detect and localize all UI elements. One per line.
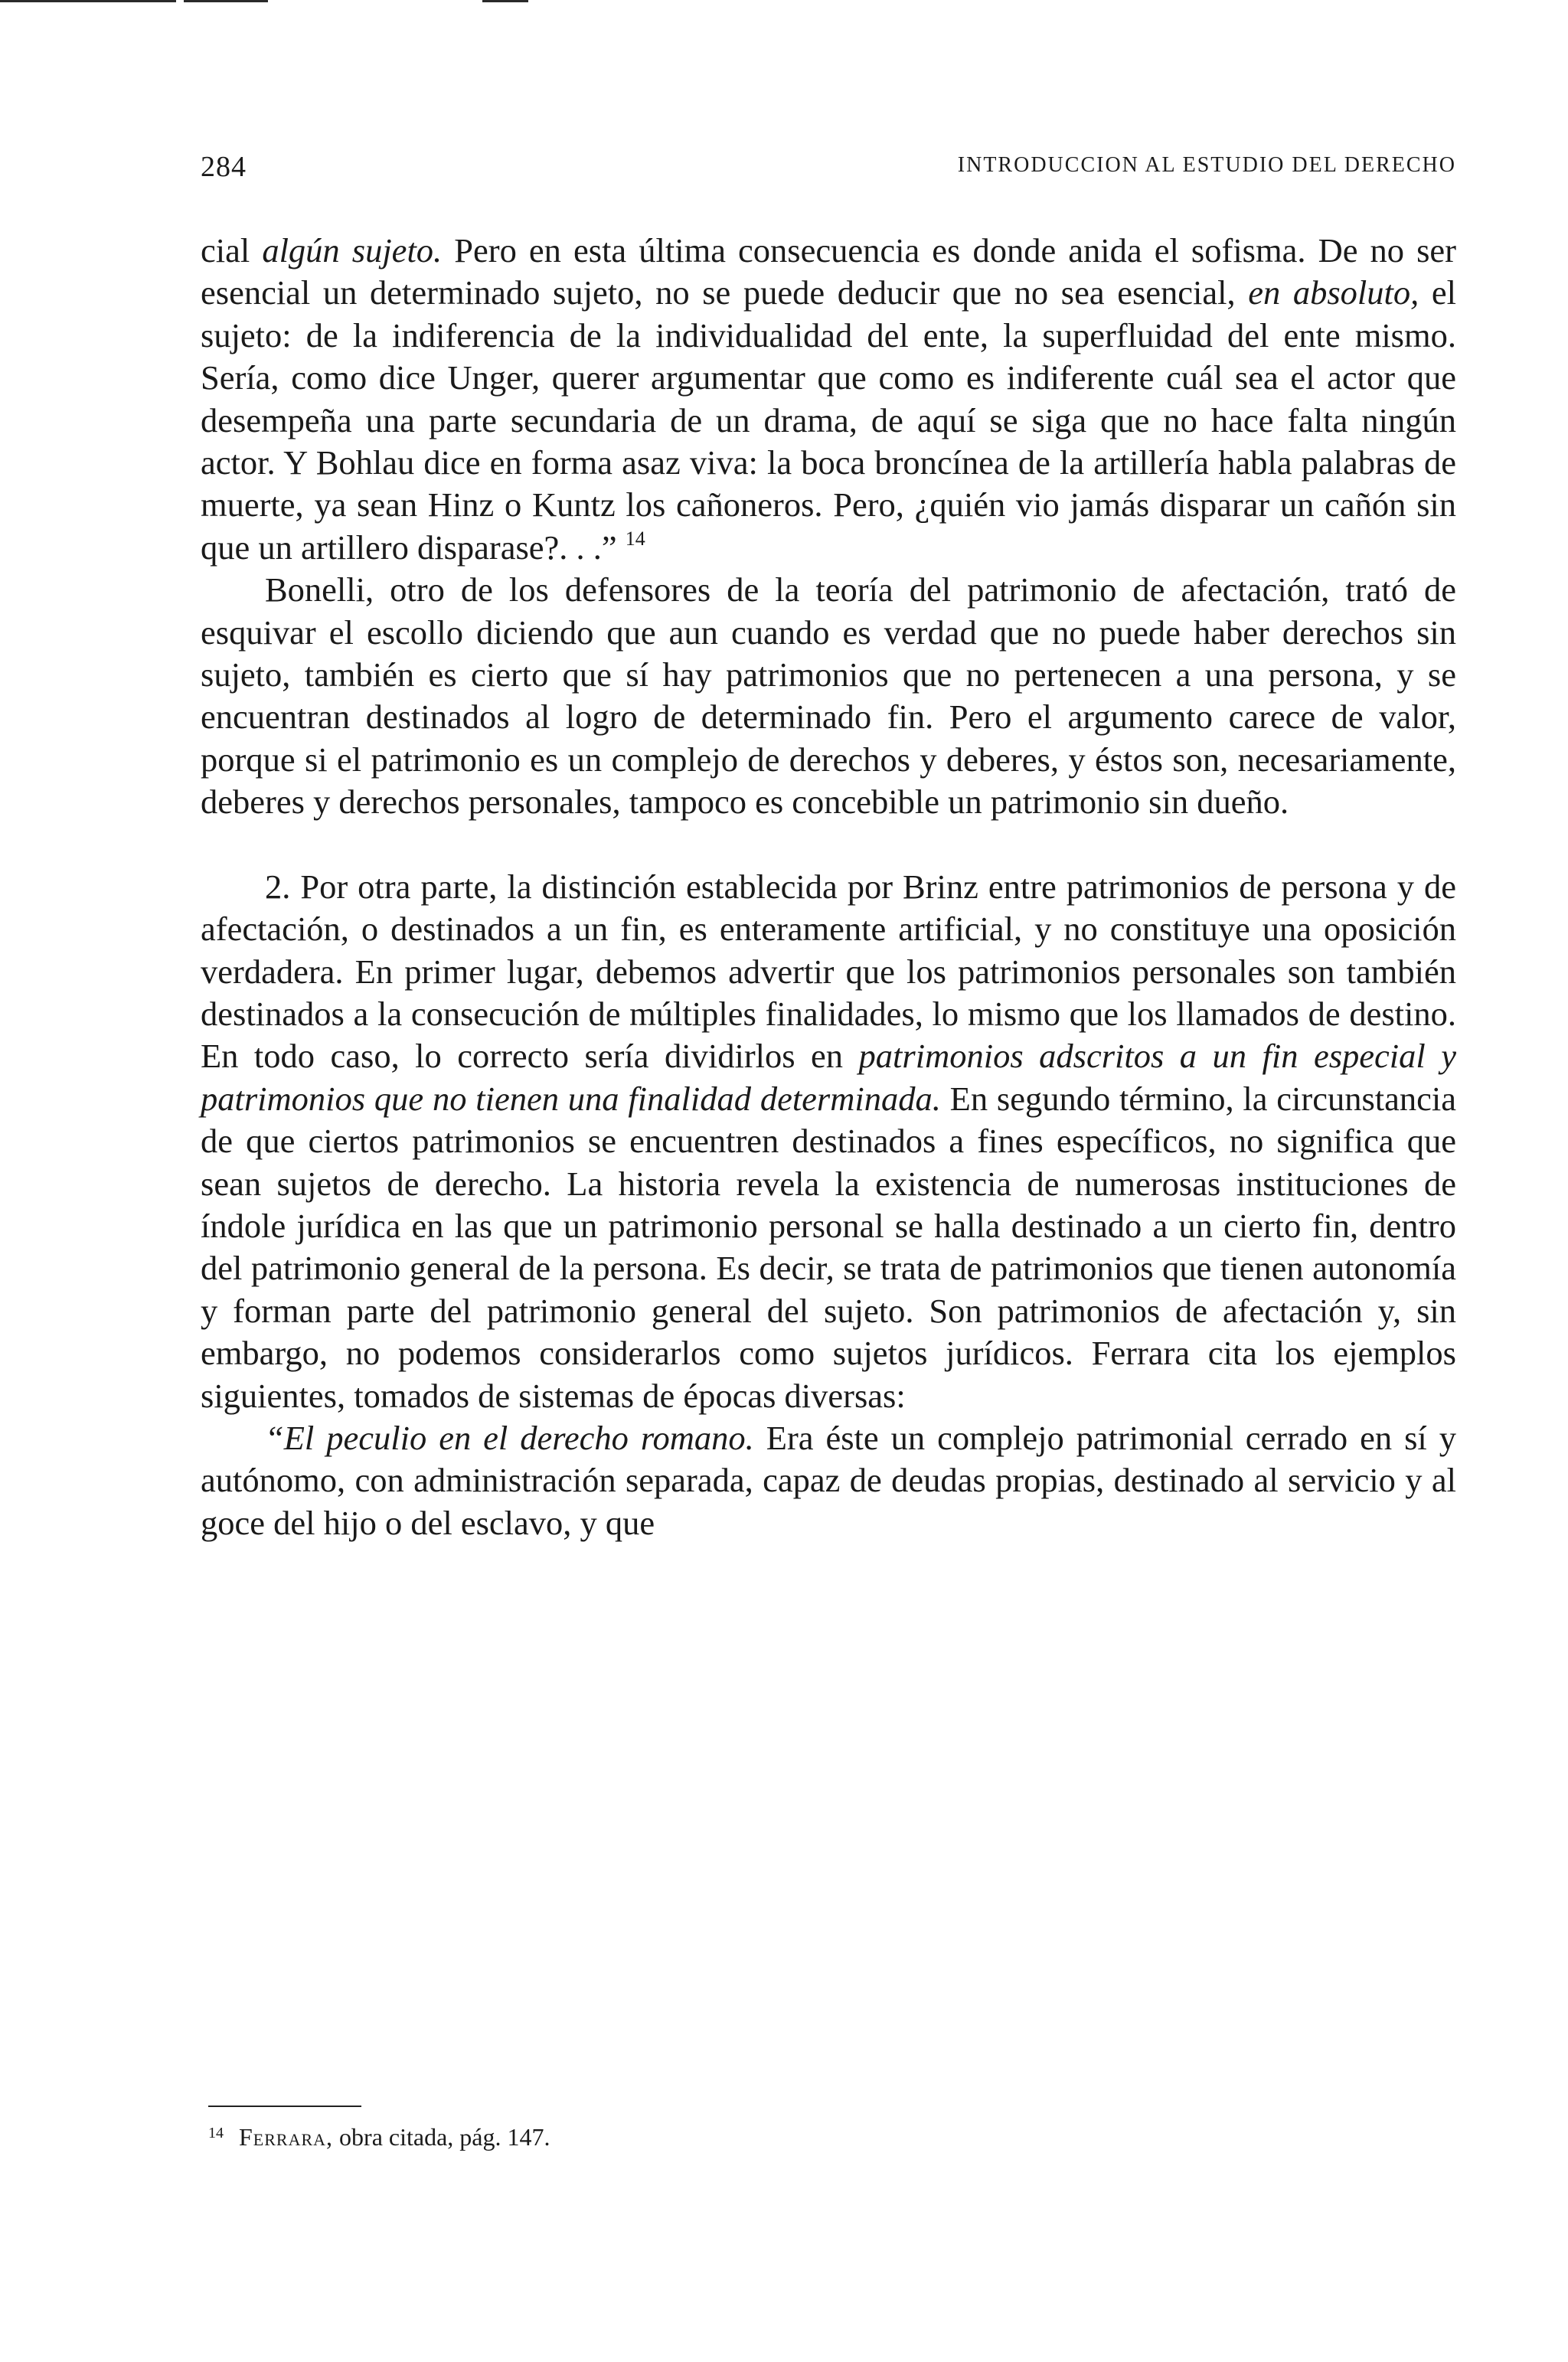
footnote-rule	[208, 2106, 361, 2107]
footnote-text: obra citada, pág. 147.	[333, 2123, 550, 2151]
paragraph	[201, 230, 1456, 569]
footnote-reference: 14	[625, 527, 645, 550]
footnote	[208, 2118, 1433, 2152]
text-run: cial	[201, 231, 263, 270]
running-title: INTRODUCCION AL ESTUDIO DEL DERECHO	[957, 153, 1456, 177]
text-run: Por otra parte, la distinción establecida por Brinz entre patrimonios de persona y de afectación, o destinados a un fin, es enteramente artificial, y no constituye una oposición verdadera. En primer lugar, debemos advertir que los patrimonios personales son también destinados a la consecución de múltiples finalidades, lo mismo que los llamados de destino. En todo caso, lo correcto sería dividirlos en	[201, 867, 1456, 1076]
italic-text: patrimonios adscritos a un fin especial y patrimonios que no tienen una finalidad determinada.	[201, 1037, 1456, 1118]
footnotes	[208, 2106, 1433, 2152]
body-text	[201, 230, 1456, 1544]
section-number: 2.	[265, 867, 291, 906]
italic-text: algún sujeto.	[262, 231, 443, 270]
footnote-author: Ferrara,	[239, 2123, 334, 2151]
italic-text: “El peculio en el derecho romano.	[265, 1418, 754, 1457]
paragraph	[201, 1417, 1456, 1544]
scan-edge-line	[184, 0, 268, 2]
text-run: Pero en esta última consecuencia es donde anida el sofisma. De no ser esencial un determinado sujeto, no se puede deducir que no sea esencial,	[201, 231, 1456, 312]
page-header	[201, 150, 1456, 181]
page-number: 284	[201, 151, 247, 183]
scan-edge-line	[0, 0, 176, 2]
scan-edge-line	[482, 0, 528, 2]
text-run: el sujeto: de la indiferencia de la individualidad del ente, la superfluidad del ente mismo. Sería, como dice Unger, querer argumentar que como es indiferente cuál sea el actor que desempeña una parte secundaria de un drama, de aquí se siga que no hace falta ningún actor. Y Bohlau dice en forma asaz viva: la boca broncínea de la artillería habla palabras de muerte, ya sean Hinz o Kuntz los cañoneros. Pero, ¿quién vio jamás disparar un cañón sin que un artillero disparase?. . .”	[201, 273, 1457, 567]
text-run: En segundo término, la circunstancia de que ciertos patrimonios se encuentren destinados a fines específicos, no significa que sean sujetos de derecho. La historia revela la existencia de numerosas instituciones de índole jurídica en las que un patrimonio personal se halla destinado a un cierto fin, dentro del patrimonio general de la persona. Es decir, se trata de patrimonios que tienen autonomía y forman parte del patrimonio general del sujeto. Son patrimonios de afectación y, sin embargo, no podemos considerarlos como sujetos jurídicos. Ferrara cita los ejemplos siguientes, tomados de sistemas de épocas diversas:	[201, 1079, 1457, 1415]
paragraph-numbered	[201, 866, 1456, 1417]
paragraph: Bonelli, otro de los defensores de la teoría del patrimonio de afectación, trató de esquivar el escollo diciendo que aun cuando es verdad que no puede haber derechos sin sujeto, también es cierto que sí hay patrimonios que no pertenecen a una persona, y se encuentran destinados al logro de determinado fin. Pero el argumento carece de valor, porque si el patrimonio es un complejo de derechos y deberes, y éstos son, necesariamente, deberes y derechos personales, tampoco es concebible un patrimonio sin dueño.	[201, 570, 1456, 822]
footnote-number: 14	[208, 2125, 224, 2141]
italic-text: en absoluto,	[1248, 273, 1419, 312]
text-run: Era éste un complejo patrimonial cerrado en sí y autónomo, con administración separada, capaz de deudas propias, destinado al servicio y al goce del hijo o del esclavo, y que	[201, 1418, 1456, 1542]
